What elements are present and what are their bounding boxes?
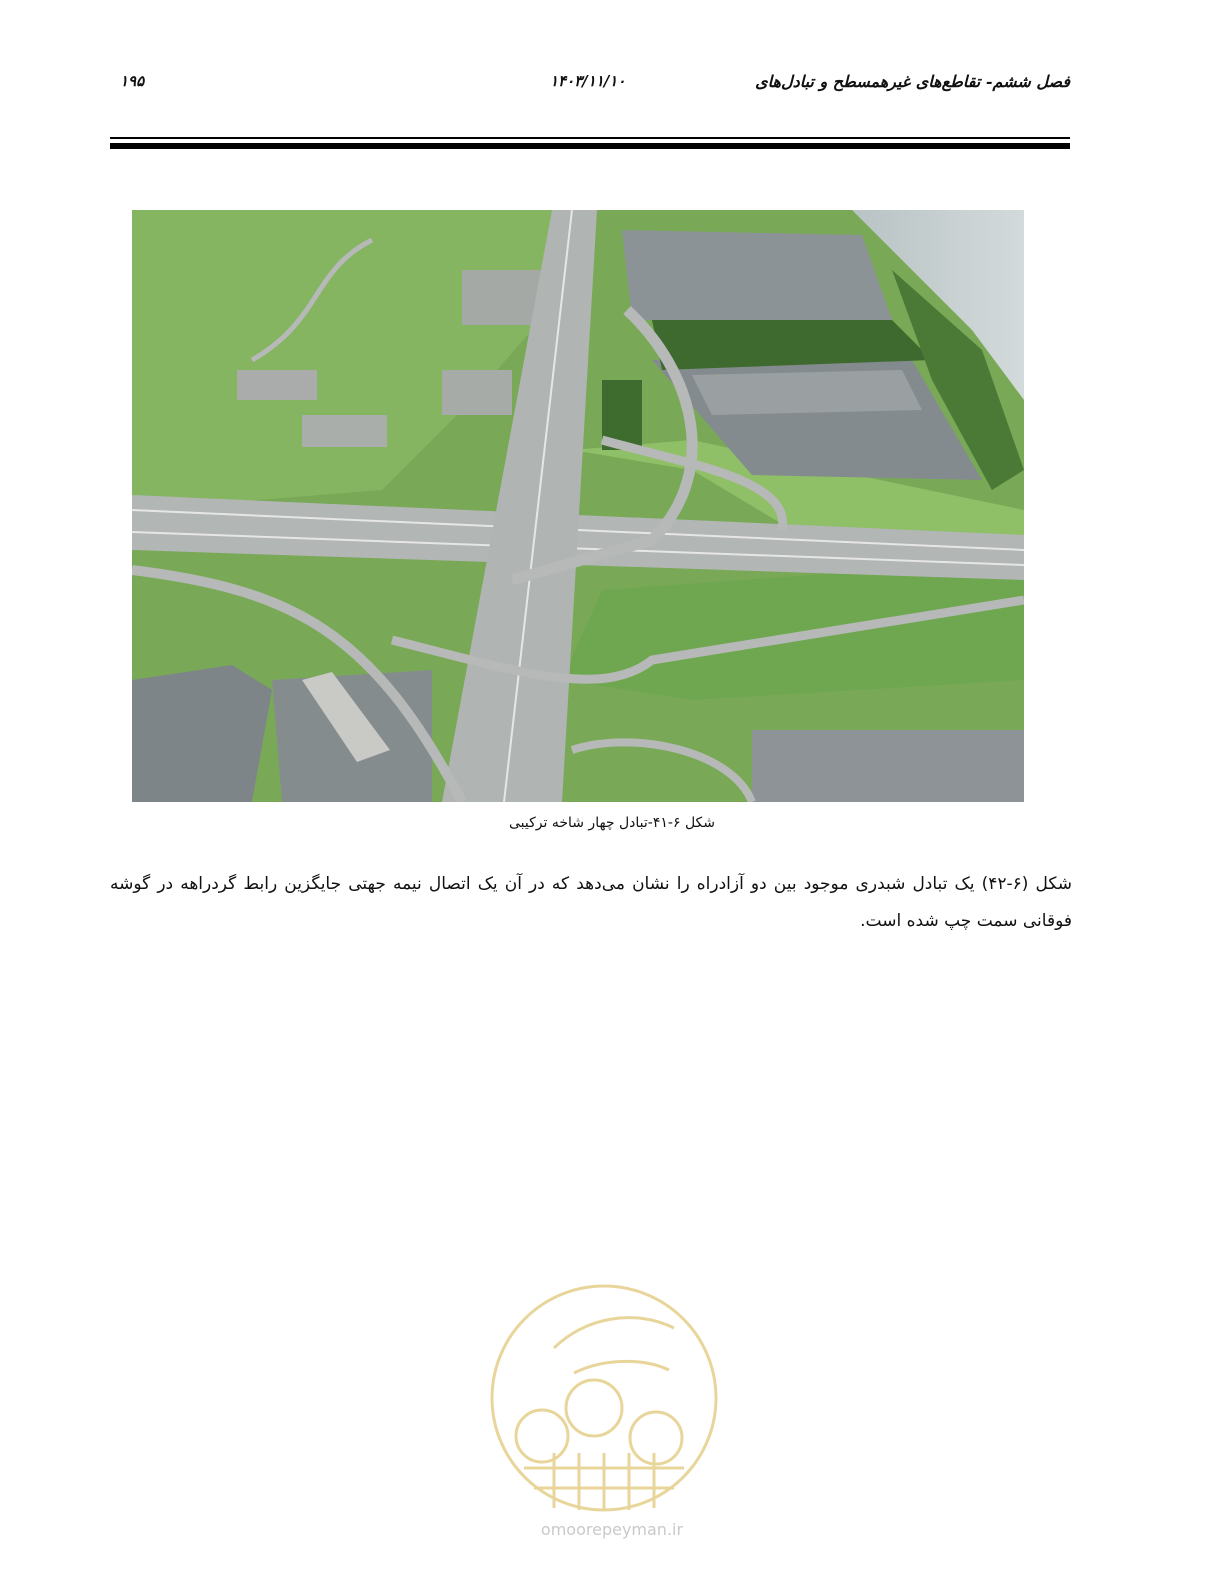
- header-rule-thin: [110, 137, 1070, 139]
- header-rule-thick: [110, 143, 1070, 149]
- body-paragraph: شکل (۶-۴۲) یک تبادل شبدری موجود بین دو آزادراه را نشان می‌دهد که در آن یک اتصال نیمه جهتی جایگزین رابط گردراهه در گوشه فوقانی سمت چپ شده است.: [110, 874, 1072, 931]
- chapter-title: فصل ششم- تقاطع‌های غیرهمسطح و تبادل‌های: [755, 72, 1070, 91]
- figure-caption: شکل ۶-۴۱-تبادل چهار شاخه ترکیبی: [508, 815, 716, 831]
- page-header: [110, 72, 1070, 102]
- interchange-aerial-photo: [132, 210, 1024, 802]
- watermark-logo: [484, 1278, 724, 1518]
- page-number: ۱۹۵: [120, 72, 145, 90]
- header-date: ۱۴۰۳/۱۱/۱۰: [550, 72, 626, 90]
- watermark-url: omoorepeyman.ir: [540, 1520, 684, 1539]
